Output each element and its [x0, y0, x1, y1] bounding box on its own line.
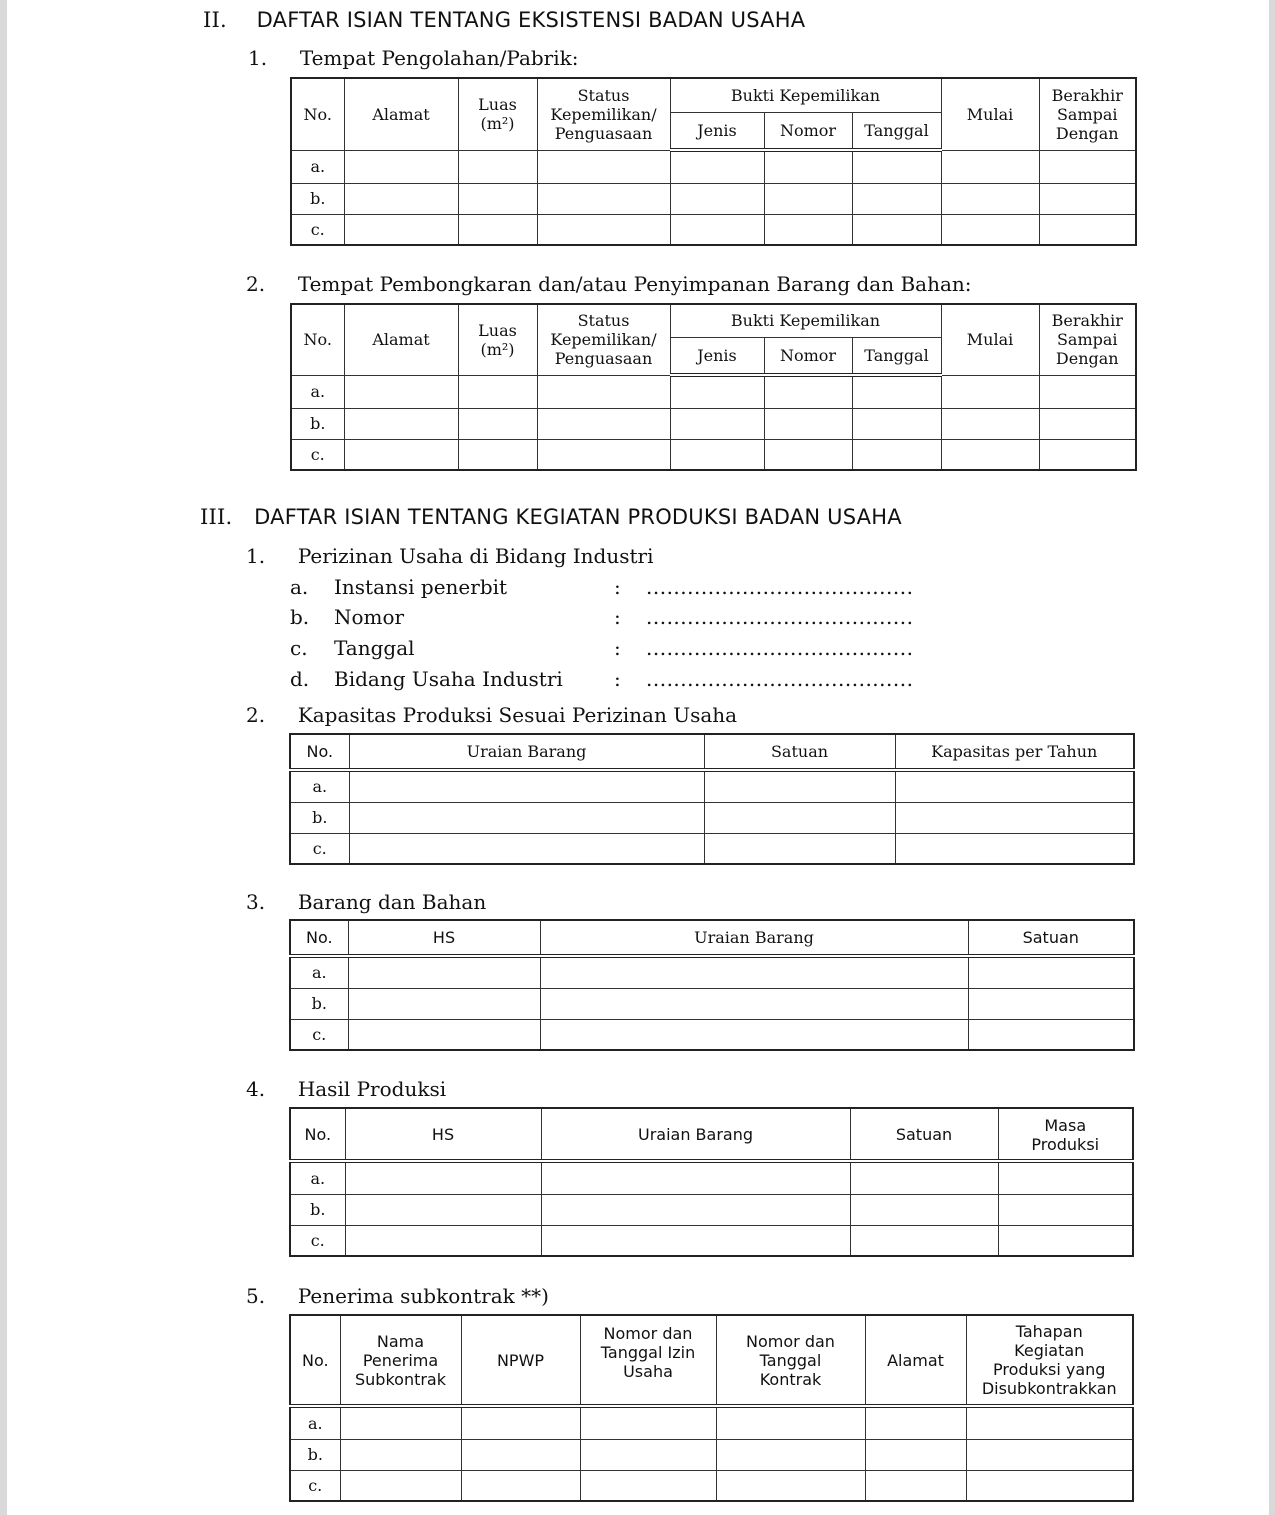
cell[interactable] — [968, 1019, 1134, 1050]
section-3-heading — [200, 505, 902, 529]
field-colon: : — [614, 636, 621, 660]
cell[interactable] — [458, 214, 537, 245]
row-label: a. — [290, 1406, 340, 1439]
col-kapasitas-header: Kapasitas per Tahun — [895, 734, 1134, 770]
table-row — [291, 439, 1136, 470]
table-row — [290, 1470, 1133, 1501]
col-status-header: Status Kepemilikan/ Penguasaan — [537, 78, 670, 150]
subsection-title: Penerima subkontrak **) — [297, 1284, 549, 1308]
cell[interactable] — [968, 956, 1134, 988]
col-no-header: No. — [290, 734, 349, 770]
cell[interactable] — [852, 214, 941, 245]
col-no-header: No. — [290, 1315, 340, 1406]
cell[interactable] — [1039, 183, 1136, 214]
cell[interactable] — [716, 1406, 865, 1439]
table-row — [290, 833, 1134, 864]
field-letter: d. — [290, 667, 310, 691]
cell[interactable] — [670, 183, 764, 214]
cell[interactable] — [998, 1194, 1133, 1225]
table-row — [290, 988, 1134, 1019]
field-colon: : — [614, 667, 621, 691]
cell[interactable] — [537, 214, 670, 245]
field-fill-instansi[interactable]: ....................................... — [646, 575, 914, 599]
cell[interactable] — [340, 1439, 461, 1470]
subsection-number: 5. — [246, 1284, 266, 1308]
cell[interactable] — [852, 375, 941, 408]
penerima-subkontrak-table — [289, 1314, 1134, 1502]
field-letter: a. — [290, 575, 309, 599]
subsection-title: Tempat Pembongkaran dan/atau Penyimpanan Barang dan Bahan: — [297, 272, 972, 296]
row-label: c. — [290, 1019, 348, 1050]
subsection-title: Barang dan Bahan — [297, 890, 487, 914]
row-label: c. — [291, 439, 344, 470]
row-label: b. — [290, 988, 348, 1019]
cell[interactable] — [345, 1161, 541, 1194]
cell[interactable] — [895, 833, 1134, 864]
cell[interactable] — [461, 1406, 580, 1439]
table-row — [291, 408, 1136, 439]
row-label: b. — [290, 802, 349, 833]
col-nama-header: Nama Penerima Subkontrak — [340, 1315, 461, 1406]
cell[interactable] — [1039, 375, 1136, 408]
col-no-header: No. — [290, 920, 348, 956]
cell[interactable] — [537, 375, 670, 408]
table-row — [291, 183, 1136, 214]
cell[interactable] — [966, 1406, 1133, 1439]
col-nomor-header: Nomor — [764, 112, 852, 150]
row-label: a. — [291, 375, 344, 408]
cell[interactable] — [895, 770, 1134, 802]
cell[interactable] — [764, 183, 852, 214]
cell[interactable] — [344, 183, 458, 214]
col-berakhir-header: Berakhir Sampai Dengan — [1039, 304, 1136, 375]
col-satuan-header: Satuan — [704, 734, 895, 770]
cell[interactable] — [461, 1439, 580, 1470]
subsection-3-5-heading — [246, 1284, 549, 1308]
cell[interactable] — [704, 802, 895, 833]
cell[interactable] — [941, 375, 1039, 408]
cell[interactable] — [344, 214, 458, 245]
page-frame-left — [0, 0, 7, 1515]
subsection-title: Hasil Produksi — [297, 1077, 447, 1101]
col-masa-header: Masa Produksi — [998, 1108, 1133, 1161]
cell[interactable] — [852, 150, 941, 183]
table-row — [290, 956, 1134, 988]
row-label: b. — [290, 1439, 340, 1470]
col-no-header: No. — [291, 78, 344, 150]
cell[interactable] — [458, 150, 537, 183]
cell[interactable] — [461, 1470, 580, 1501]
cell[interactable] — [670, 439, 764, 470]
cell[interactable] — [540, 1019, 968, 1050]
section-2-title: DAFTAR ISIAN TENTANG EKSISTENSI BADAN USAHA — [256, 8, 806, 32]
cell[interactable] — [852, 408, 941, 439]
cell[interactable] — [670, 150, 764, 183]
cell[interactable] — [670, 408, 764, 439]
cell[interactable] — [458, 375, 537, 408]
table-row — [291, 375, 1136, 408]
cell[interactable] — [349, 802, 704, 833]
field-fill-tanggal[interactable]: ....................................... — [646, 636, 914, 660]
col-bukti-header: Bukti Kepemilikan — [670, 304, 941, 337]
cell[interactable] — [716, 1439, 865, 1470]
cell[interactable] — [540, 956, 968, 988]
cell[interactable] — [966, 1470, 1133, 1501]
cell[interactable] — [764, 150, 852, 183]
table-row — [290, 1019, 1134, 1050]
col-tanggal-header: Tanggal — [852, 112, 941, 150]
col-uraian-header: Uraian Barang — [540, 920, 968, 956]
cell[interactable] — [895, 802, 1134, 833]
cell[interactable] — [348, 1019, 540, 1050]
section-2-number: II. — [203, 8, 227, 32]
cell[interactable] — [865, 1406, 966, 1439]
cell[interactable] — [998, 1161, 1133, 1194]
subsection-2-2-heading — [246, 272, 972, 296]
col-hs-header: HS — [348, 920, 540, 956]
col-luas-header: Luas (m²) — [458, 78, 537, 150]
col-alamat-header: Alamat — [344, 304, 458, 375]
col-satuan-header: Satuan — [968, 920, 1134, 956]
table-row — [290, 1161, 1133, 1194]
col-alamat-header: Alamat — [344, 78, 458, 150]
cell[interactable] — [716, 1470, 865, 1501]
cell[interactable] — [345, 1194, 541, 1225]
col-status-header: Status Kepemilikan/ Penguasaan — [537, 304, 670, 375]
hasil-produksi-table — [289, 1107, 1134, 1257]
cell[interactable] — [850, 1161, 998, 1194]
cell[interactable] — [580, 1470, 716, 1501]
table-row — [291, 150, 1136, 183]
cell[interactable] — [670, 375, 764, 408]
cell[interactable] — [852, 439, 941, 470]
subsection-3-3-heading — [246, 890, 486, 914]
cell[interactable] — [1039, 214, 1136, 245]
table-row — [290, 802, 1134, 833]
col-uraian-header: Uraian Barang — [349, 734, 704, 770]
row-label: a. — [291, 150, 344, 183]
subsection-2-1-heading — [248, 46, 578, 70]
col-nomor-header: Nomor — [764, 337, 852, 375]
cell[interactable] — [850, 1225, 998, 1256]
cell[interactable] — [349, 833, 704, 864]
field-letter: b. — [290, 605, 310, 629]
cell[interactable] — [541, 1225, 850, 1256]
section-3-number: III. — [200, 505, 233, 529]
row-label: c. — [290, 1225, 345, 1256]
cell[interactable] — [941, 214, 1039, 245]
row-label: b. — [291, 408, 344, 439]
cell[interactable] — [580, 1406, 716, 1439]
cell[interactable] — [941, 408, 1039, 439]
col-no-header: No. — [291, 304, 344, 375]
cell[interactable] — [348, 956, 540, 988]
page-frame-right — [1269, 0, 1275, 1515]
cell[interactable] — [941, 439, 1039, 470]
cell[interactable] — [344, 439, 458, 470]
cell[interactable] — [1039, 408, 1136, 439]
cell[interactable] — [344, 150, 458, 183]
field-letter: c. — [290, 636, 308, 660]
table-row — [291, 214, 1136, 245]
col-izin-header: Nomor dan Tanggal Izin Usaha — [580, 1315, 716, 1406]
col-satuan-header: Satuan — [850, 1108, 998, 1161]
tempat-pengolahan-table — [290, 77, 1137, 246]
row-label: a. — [290, 770, 349, 802]
cell[interactable] — [966, 1439, 1133, 1470]
col-mulai-header: Mulai — [941, 78, 1039, 150]
subsection-3-4-heading — [246, 1077, 446, 1101]
row-label: c. — [290, 1470, 340, 1501]
col-jenis-header: Jenis — [670, 337, 764, 375]
row-label: a. — [290, 1161, 345, 1194]
cell[interactable] — [998, 1225, 1133, 1256]
col-tanggal-header: Tanggal — [852, 337, 941, 375]
cell[interactable] — [458, 439, 537, 470]
col-hs-header: HS — [345, 1108, 541, 1161]
subsection-number: 1. — [248, 46, 268, 70]
cell[interactable] — [537, 439, 670, 470]
cell[interactable] — [670, 214, 764, 245]
table-row — [290, 1194, 1133, 1225]
cell[interactable] — [704, 770, 895, 802]
cell[interactable] — [865, 1439, 966, 1470]
field-label-instansi: Instansi penerbit — [334, 575, 508, 599]
cell[interactable] — [344, 408, 458, 439]
cell[interactable] — [1039, 150, 1136, 183]
table-row — [290, 770, 1134, 802]
subsection-number: 2. — [246, 272, 266, 296]
subsection-number: 1. — [246, 544, 266, 568]
cell[interactable] — [540, 988, 968, 1019]
col-kontrak-header: Nomor dan Tanggal Kontrak — [716, 1315, 865, 1406]
row-label: b. — [290, 1194, 345, 1225]
cell[interactable] — [537, 150, 670, 183]
field-colon: : — [614, 575, 621, 599]
col-uraian-header: Uraian Barang — [541, 1108, 850, 1161]
cell[interactable] — [541, 1161, 850, 1194]
cell[interactable] — [764, 214, 852, 245]
col-berakhir-header: Berakhir Sampai Dengan — [1039, 78, 1136, 150]
col-npwp-header: NPWP — [461, 1315, 580, 1406]
cell[interactable] — [764, 439, 852, 470]
cell[interactable] — [764, 408, 852, 439]
subsection-title: Tempat Pengolahan/Pabrik: — [299, 46, 579, 70]
field-fill-nomor[interactable]: ....................................... — [646, 605, 914, 629]
subsection-title: Perizinan Usaha di Bidang Industri — [297, 544, 654, 568]
cell[interactable] — [1039, 439, 1136, 470]
cell[interactable] — [865, 1470, 966, 1501]
cell[interactable] — [458, 408, 537, 439]
cell[interactable] — [968, 988, 1134, 1019]
cell[interactable] — [541, 1194, 850, 1225]
row-label: a. — [290, 956, 348, 988]
field-label-bidang: Bidang Usaha Industri — [334, 667, 563, 691]
field-label-tanggal: Tanggal — [334, 636, 415, 660]
cell[interactable] — [458, 183, 537, 214]
tempat-pembongkaran-table — [290, 303, 1137, 471]
col-jenis-header: Jenis — [670, 112, 764, 150]
field-colon: : — [614, 605, 621, 629]
subsection-3-1-heading — [246, 544, 654, 568]
field-fill-bidang[interactable]: ....................................... — [646, 667, 914, 691]
row-label: b. — [291, 183, 344, 214]
cell[interactable] — [349, 770, 704, 802]
cell[interactable] — [537, 183, 670, 214]
field-label-nomor: Nomor — [334, 605, 405, 629]
section-2-heading — [203, 8, 805, 32]
cell[interactable] — [704, 833, 895, 864]
subsection-number: 2. — [246, 703, 266, 727]
table-row — [290, 1406, 1133, 1439]
kapasitas-produksi-table — [289, 733, 1135, 865]
cell[interactable] — [941, 150, 1039, 183]
subsection-number: 4. — [246, 1077, 266, 1101]
row-label: c. — [291, 214, 344, 245]
cell[interactable] — [348, 988, 540, 1019]
cell[interactable] — [580, 1439, 716, 1470]
cell[interactable] — [764, 375, 852, 408]
section-3-title: DAFTAR ISIAN TENTANG KEGIATAN PRODUKSI BADAN USAHA — [254, 505, 902, 529]
cell[interactable] — [345, 1225, 541, 1256]
cell[interactable] — [941, 183, 1039, 214]
barang-bahan-table — [289, 919, 1135, 1051]
subsection-title: Kapasitas Produksi Sesuai Perizinan Usaha — [297, 703, 738, 727]
col-mulai-header: Mulai — [941, 304, 1039, 375]
col-alamat-header: Alamat — [865, 1315, 966, 1406]
col-no-header: No. — [290, 1108, 345, 1161]
cell[interactable] — [340, 1470, 461, 1501]
subsection-3-2-heading — [246, 703, 737, 727]
table-row — [290, 1225, 1133, 1256]
col-tahapan-header: Tahapan Kegiatan Produksi yang Disubkontrakkan — [966, 1315, 1133, 1406]
cell[interactable] — [852, 183, 941, 214]
col-luas-header: Luas (m²) — [458, 304, 537, 375]
col-bukti-header: Bukti Kepemilikan — [670, 78, 941, 112]
subsection-number: 3. — [246, 890, 266, 914]
row-label: c. — [290, 833, 349, 864]
cell[interactable] — [344, 375, 458, 408]
table-row — [290, 1439, 1133, 1470]
cell[interactable] — [850, 1194, 998, 1225]
cell[interactable] — [340, 1406, 461, 1439]
cell[interactable] — [537, 408, 670, 439]
